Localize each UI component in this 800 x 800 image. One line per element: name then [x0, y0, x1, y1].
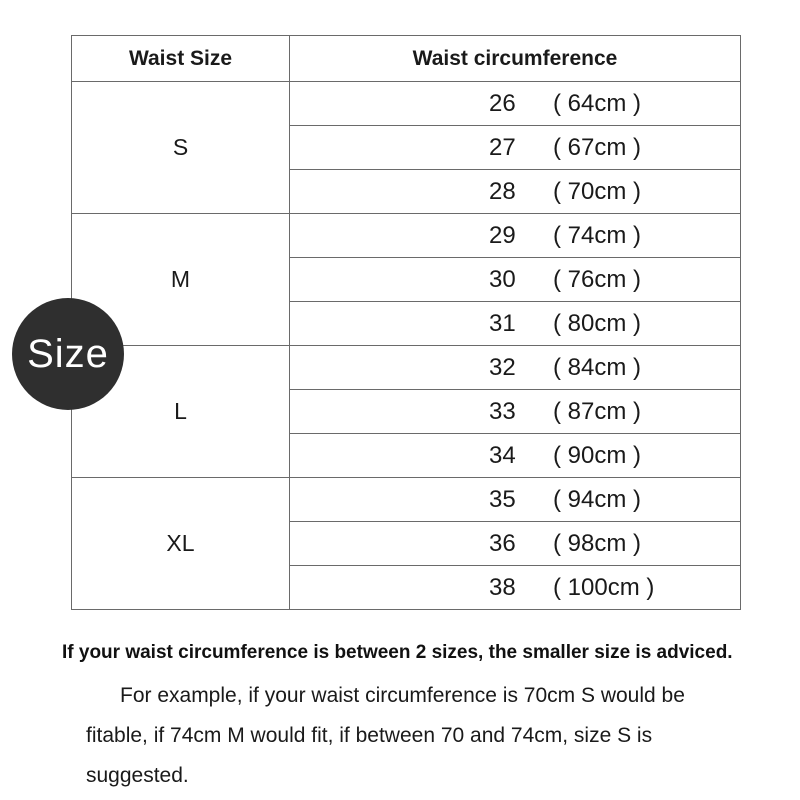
circumference-inch: 36	[489, 529, 516, 557]
circumference-cell	[290, 170, 741, 214]
size-label-cell: S	[72, 82, 290, 214]
circumference-cell	[290, 82, 741, 126]
circumference-cell	[290, 566, 741, 610]
circumference-cell	[290, 346, 741, 390]
circumference-cell	[290, 390, 741, 434]
circumference-inch: 29	[489, 221, 516, 249]
circumference-cm: ( 87cm )	[553, 397, 642, 425]
circumference-cell	[290, 302, 741, 346]
circumference-inch: 27	[489, 133, 516, 161]
circumference-inch: 26	[489, 89, 516, 117]
circumference-cell	[290, 214, 741, 258]
circumference-cm: ( 74cm )	[553, 221, 642, 249]
circumference-inch: 30	[489, 265, 516, 293]
size-badge-label: Size	[27, 331, 109, 376]
size-chart-table	[71, 35, 741, 610]
circumference-inch: 32	[489, 353, 516, 381]
circumference-cell	[290, 434, 741, 478]
circumference-inch: 33	[489, 397, 516, 425]
table-header-row	[72, 36, 741, 82]
circumference-cm: ( 64cm )	[553, 89, 642, 117]
circumference-cell	[290, 126, 741, 170]
circumference-cm: ( 98cm )	[553, 529, 642, 557]
circumference-cm: ( 94cm )	[553, 485, 642, 513]
size-label-cell: L	[72, 346, 290, 478]
table-row	[72, 214, 741, 258]
circumference-cell	[290, 522, 741, 566]
circumference-cm: ( 90cm )	[553, 441, 642, 469]
circumference-cm: ( 100cm )	[553, 573, 655, 601]
circumference-inch: 28	[489, 177, 516, 205]
circumference-cm: ( 84cm )	[553, 353, 642, 381]
circumference-inch: 38	[489, 573, 516, 601]
circumference-cm: ( 67cm )	[553, 133, 642, 161]
table-row	[72, 346, 741, 390]
header-waist-circumference: Waist circumference	[290, 36, 741, 82]
table-row	[72, 82, 741, 126]
table-row	[72, 478, 741, 522]
header-waist-size: Waist Size	[72, 36, 290, 82]
circumference-cm: ( 76cm )	[553, 265, 642, 293]
circumference-inch: 35	[489, 485, 516, 513]
circumference-inch: 31	[489, 309, 516, 337]
circumference-cm: ( 70cm )	[553, 177, 642, 205]
circumference-cm: ( 80cm )	[553, 309, 642, 337]
size-label-cell: M	[72, 214, 290, 346]
size-advice-note: If your waist circumference is between 2 sizes, the smaller size is adviced.	[62, 642, 733, 663]
size-table-body	[72, 82, 741, 610]
circumference-inch: 34	[489, 441, 516, 469]
circumference-cell	[290, 258, 741, 302]
size-example-note: For example, if your waist circumference is 70cm S would be fitable, if 74cm M would fit, if between 70 and 74cm, size S is suggested.	[86, 684, 685, 787]
size-badge	[12, 298, 124, 410]
circumference-cell	[290, 478, 741, 522]
size-label-cell: XL	[72, 478, 290, 610]
